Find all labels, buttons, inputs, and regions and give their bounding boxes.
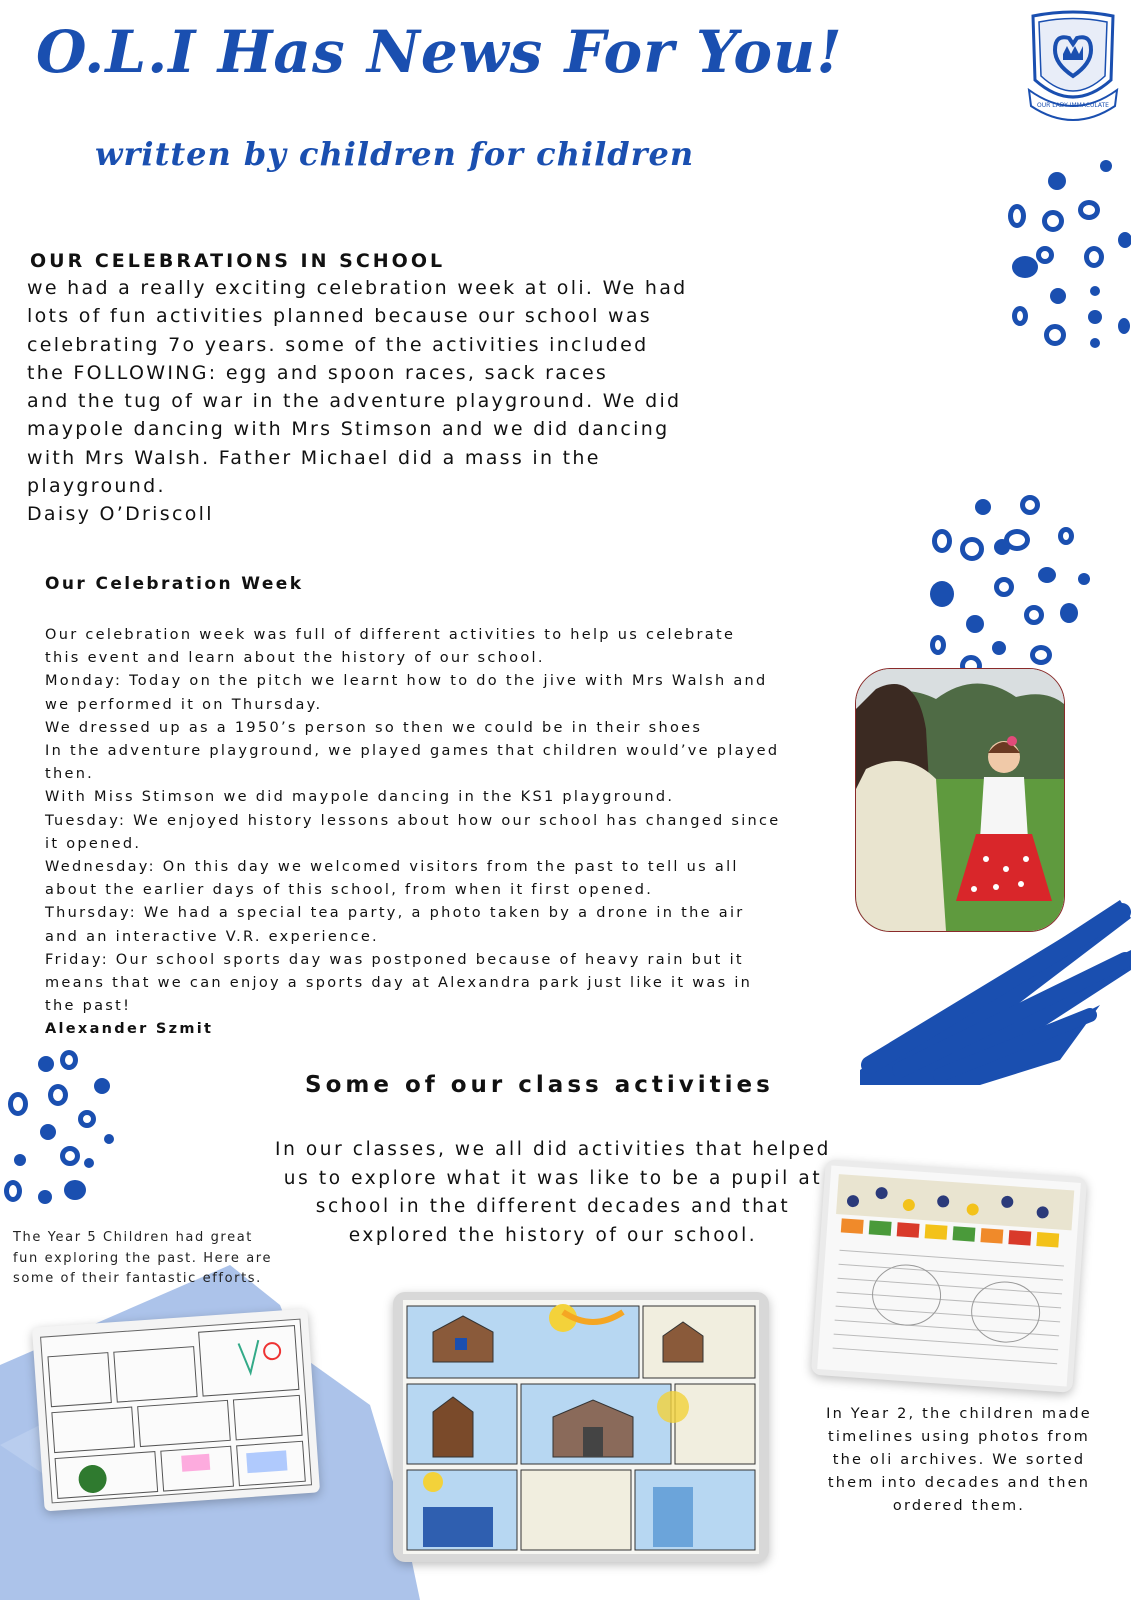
body-line: Tuesday: We enjoyed history lessons about how our school has changed since xyxy=(45,812,781,829)
body-line: we performed it on Thursday. xyxy=(45,696,323,713)
intro-line: explored the history of our school. xyxy=(348,1224,758,1246)
section-body-celebration-week xyxy=(45,624,810,1018)
body-line: In the adventure playground, we played games that children would’ve played xyxy=(45,743,780,760)
body-line: playground. xyxy=(27,475,166,498)
section-heading-class-activities: Some of our class activities xyxy=(305,1072,774,1098)
body-line: Thursday: We had a special tea party, a photo taken by a drone in the air xyxy=(45,905,745,922)
caption-line: In Year 2, the children made xyxy=(826,1406,1092,1422)
body-line: it opened. xyxy=(45,835,142,852)
author-name: Alexander Szmit xyxy=(45,1021,214,1037)
blue-dots-decoration-top-right xyxy=(1000,160,1131,360)
body-line: Wednesday: On this day we welcomed visitors from the past to tell us all xyxy=(45,859,739,876)
year5-comic-worksheet-photo xyxy=(32,1309,320,1512)
intro-line: school in the different decades and that xyxy=(315,1196,791,1217)
caption-line: timelines using photos from xyxy=(828,1429,1090,1445)
section-heading-celebrations: OUR CELEBRATIONS IN SCHOOL xyxy=(30,250,446,272)
body-line: We dressed up as a 1950’s person so then we could be in their shoes xyxy=(45,719,703,736)
body-line: this event and learn about the history of our school. xyxy=(45,650,545,667)
body-line: about the earlier days of this school, from when it first opened. xyxy=(45,882,654,899)
intro-line: In our classes, we all did activities that helped xyxy=(275,1139,831,1160)
school-crest-logo xyxy=(1025,10,1121,122)
body-line: with Mrs Walsh. Father Michael did a mass in the xyxy=(27,446,601,469)
caption-line: them into decades and then xyxy=(827,1475,1091,1491)
body-line: Monday: Today on the pitch we learnt how to do the jive with Mrs Walsh and xyxy=(45,673,768,690)
body-line: Our celebration week was full of different activities to help us celebrate xyxy=(45,627,736,643)
caption-line: ordered them. xyxy=(892,1498,1026,1514)
body-line: With Miss Stimson we did maypole dancing in the KS1 playground. xyxy=(45,789,675,806)
body-line: then. xyxy=(45,766,95,783)
newsletter-subtitle: written by children for children xyxy=(95,135,695,173)
body-line: Friday: Our school sports day was postponed because of heavy rain but it xyxy=(45,951,744,968)
body-line: celebrating 7o years. some of the activities included xyxy=(27,333,649,356)
house-drawings-worksheet-photo xyxy=(393,1292,769,1562)
year2-timeline-photo xyxy=(811,1159,1087,1393)
section-intro-class-activities xyxy=(258,1136,848,1250)
intro-line: us to explore what it was like to be a pupil at xyxy=(283,1167,823,1189)
body-line: lots of fun activities planned because our school was xyxy=(27,305,652,328)
body-line: we had a really exciting celebration week at oli. We had xyxy=(27,277,688,299)
dancing-children-photo xyxy=(855,668,1065,932)
body-line: maypole dancing with Mrs Stimson and we did dancing xyxy=(27,418,670,441)
crest-motto: OUR LADY IMMACULATE xyxy=(1037,102,1109,109)
body-line: the FOLLOWING: egg and spoon races, sack races xyxy=(27,361,609,384)
year2-caption xyxy=(814,1403,1104,1518)
year5-caption: The Year 5 Children had great fun exploring the past. Here are some of their fantastic efforts. xyxy=(13,1230,273,1286)
blue-dots-decoration-middle-right xyxy=(930,495,1090,685)
body-line: means that we can enjoy a sports day at Alexandra park just like it was in xyxy=(45,975,753,992)
blue-dots-decoration-left xyxy=(0,1050,120,1210)
body-line: and an interactive V.R. experience. xyxy=(45,928,379,945)
newsletter-title: O.L.I Has News For You! xyxy=(36,18,843,86)
section-body-celebrations xyxy=(27,274,757,529)
body-line: and the tug of war in the adventure playground. We did xyxy=(27,390,682,413)
caption-line: the oli archives. We sorted xyxy=(832,1452,1086,1468)
body-line: the past! xyxy=(45,998,132,1015)
author-name: Daisy O’Driscoll xyxy=(27,503,214,526)
section-heading-celebration-week: Our Celebration Week xyxy=(45,574,304,594)
